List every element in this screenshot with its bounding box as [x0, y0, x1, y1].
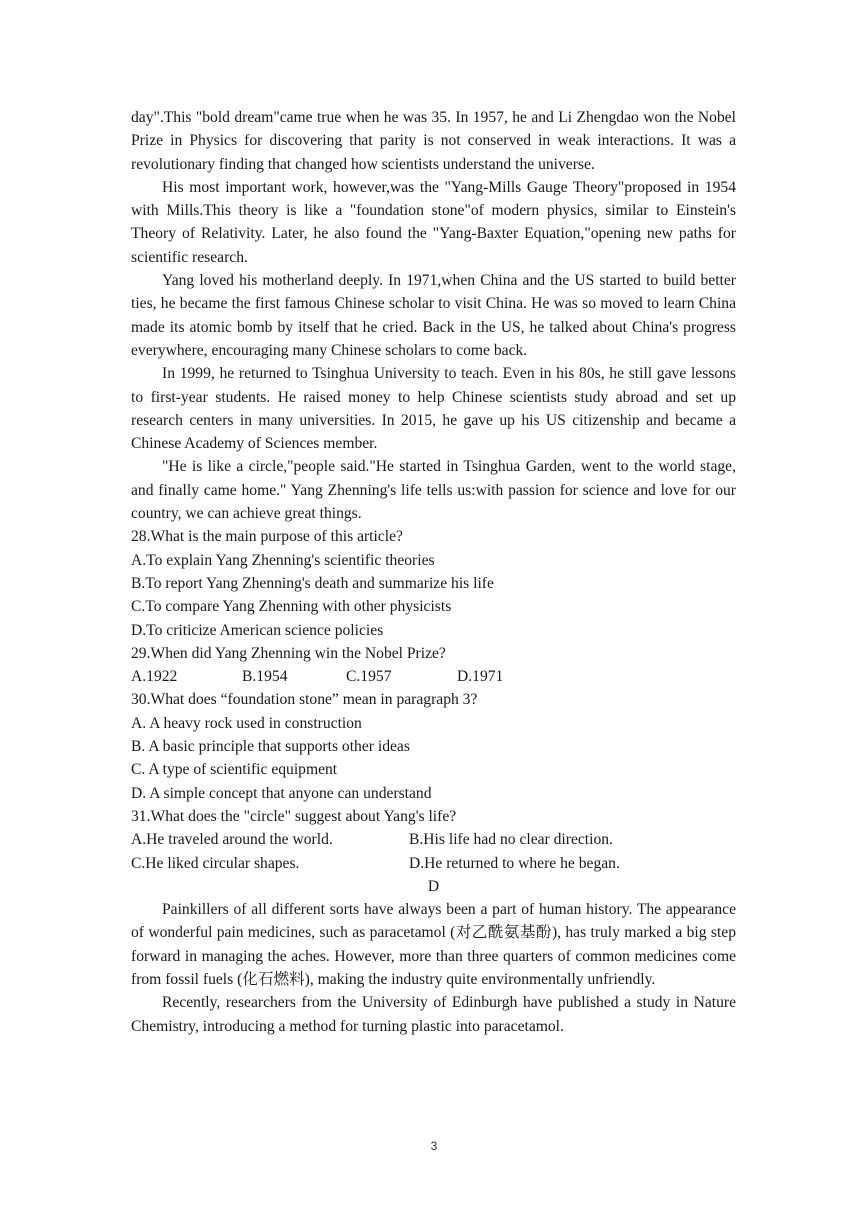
page-number: 3: [430, 1139, 438, 1153]
question-stem: 28.What is the main purpose of this article?: [131, 528, 403, 546]
question-stem: 31.What does the "circle" suggest about Yang's life?: [131, 807, 457, 825]
question-28: [131, 525, 736, 641]
passage-c-paragraph-5: "He is like a circle,"people said."He started in Tsinghua Garden, went to the world stage, and finally came home." Yang Zhenning's life tells us:with passion for science and love for our country, we can achieve great things.: [131, 458, 736, 523]
option-b: B.His life had no clear direction.: [409, 831, 613, 849]
option-a: A.1922: [131, 668, 178, 686]
question-30: [131, 688, 736, 804]
passage-c-paragraph-2: His most important work, however,was the "Yang-Mills Gauge Theory"proposed in 1954 with Mills.This theory is like a "foundation stone"of modern physics, similar to Einstein's Theory of Relativity. Later, he also found the "Yang-Baxter Equation,"opening new paths for scientific research.: [131, 178, 736, 266]
option-d: D.1971: [457, 668, 504, 686]
passage-d-paragraph-1: Painkillers of all different sorts have always been a part of human history. The appearance of wonderful pain medicines, such as paracetamol (对乙酰氨基酚), has truly marked a big step forward in managing the aches. However, more than three quarters of common medicines come from fossil fuels (化石燃料), making the industry quite environmentally unfriendly.: [131, 901, 736, 988]
option-b: B.1954: [242, 668, 288, 686]
option-c: C.To compare Yang Zhenning with other physicists: [131, 598, 452, 616]
options-row: [131, 665, 736, 688]
option-d: D.To criticize American science policies: [131, 621, 384, 639]
section-label-d: D: [427, 877, 440, 895]
question-29: [131, 642, 736, 689]
question-stem: 30.What does “foundation stone” mean in paragraph 3?: [131, 691, 478, 709]
option-b: B. A basic principle that supports other ideas: [131, 738, 410, 756]
page-content: [131, 106, 736, 1038]
question-stem: 29.When did Yang Zhenning win the Nobel Prize?: [131, 644, 446, 662]
option-c: C.He liked circular shapes.: [131, 854, 300, 872]
option-b: B.To report Yang Zhenning's death and summarize his life: [131, 574, 494, 592]
option-a: A.To explain Yang Zhenning's scientific theories: [131, 551, 435, 569]
question-31: [131, 805, 736, 875]
option-c: C. A type of scientific equipment: [131, 761, 338, 779]
option-a: A.He traveled around the world.: [131, 831, 333, 849]
passage-d-paragraph-2: Recently, researchers from the University of Edinburgh have published a study in Nature Chemistry, introducing a method for turning plastic into paracetamol.: [131, 994, 736, 1035]
passage-c-paragraph-1: day".This "bold dream"came true when he was 35. In 1957, he and Li Zhengdao won the Nobel Prize in Physics for discovering that parity is not conserved in weak interactions. It was a revolutionary finding that changed how scientists understand the universe.: [131, 109, 736, 173]
option-c: C.1957: [346, 668, 392, 686]
options-row: [131, 828, 736, 851]
option-d: D. A simple concept that anyone can understand: [131, 784, 432, 802]
passage-c-paragraph-3: Yang loved his motherland deeply. In 1971,when China and the US started to build better ties, he became the first famous Chinese scholar to visit China. He was so moved to learn China made its atomic bomb by itself that he cried. Back in the US, he talked about China's progress everywhere, encouraging many Chinese scholars to come back.: [131, 272, 736, 359]
option-a: A. A heavy rock used in construction: [131, 714, 362, 732]
passage-c-paragraph-4: In 1999, he returned to Tsinghua University to teach. Even in his 80s, he still gave lessons to first-year students. He raised money to help Chinese scientists study abroad and set up research centers in many universities. In 2015, he gave up his US citizenship and became a Chinese Academy of Sciences member.: [131, 365, 736, 453]
options-row: [131, 852, 736, 875]
option-d: D.He returned to where he began.: [409, 854, 620, 872]
